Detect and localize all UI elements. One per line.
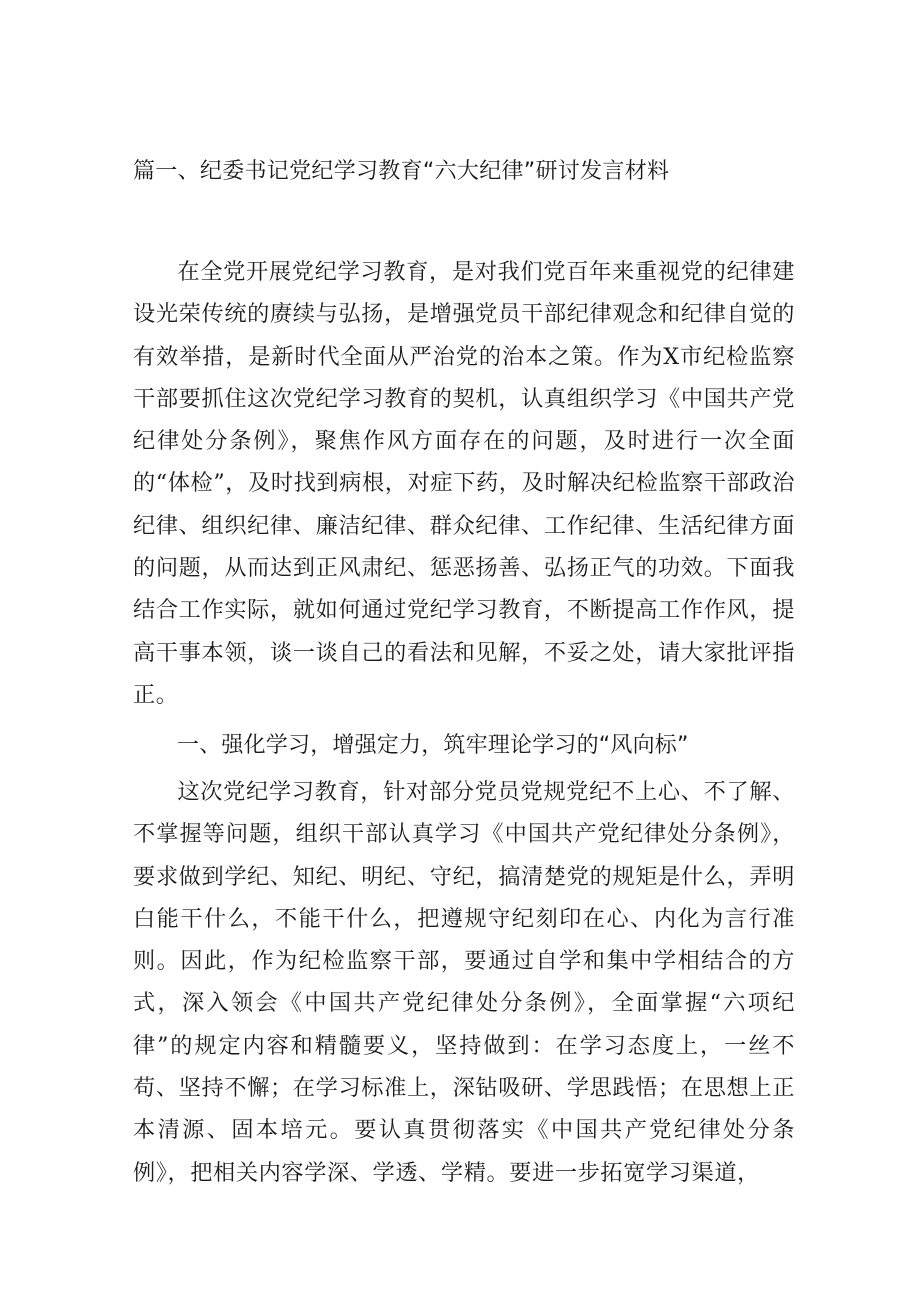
section-heading-1: 一、强化学习，增强定力，筑牢理论学习的“风向标” — [177, 733, 689, 758]
section-paragraph-1: 这次党纪学习教育，针对部分党员党规党纪不上心、不了解、不掌握等问题，组织干部认真学习《中国共产党纪律处分条例》，要求做到学纪、知纪、明纪、守纪，搞清楚党的规矩是什么，弄明白能干什么，不能干什么，把遵规守纪刻印在心、内化为言行准则。因此，作为纪检监察干部，要通过自学和集中学相结合的方式，深入领会《中国共产党纪律处分条例》，全面掌握“六项纪律”的规定内容和精髓要义，坚持做到：在学习态度上，一丝不苟、坚持不懈；在学习标准上，深钻吸研、学思践悟；在思想上正本清源、固本培元。要认真贯彻落实《中国共产党纪律处分条例》，把相关内容学深、学透、学精。要进一步拓宽学习渠道， — [133, 779, 795, 1186]
intro-paragraph: 在全党开展党纪学习教育，是对我们党百年来重视党的纪律建设光荣传统的赓续与弘扬，是增强党员干部纪律观念和纪律自觉的有效举措，是新时代全面从严治党的治本之策。作为X市纪检监察干部要抓住这次党纪学习教育的契机，认真组织学习《中国共产党纪律处分条例》，聚焦作风方面存在的问题，及时进行一次全面的“体检”，及时找到病根，对症下药，及时解决纪检监察干部政治纪律、组织纪律、廉洁纪律、群众纪律、工作纪律、生活纪律方面的问题，从而达到正风肃纪、惩恶扬善、弘扬正气的功效。下面我结合工作实际，就如何通过党纪学习教育，不断提高工作作风，提高干事本领，谈一谈自己的看法和见解，不妥之处，请大家批评指正。 — [133, 259, 795, 708]
document-title: 篇一、纪委书记党纪学习教育“六大纪律”研讨发言材料 — [133, 159, 670, 184]
